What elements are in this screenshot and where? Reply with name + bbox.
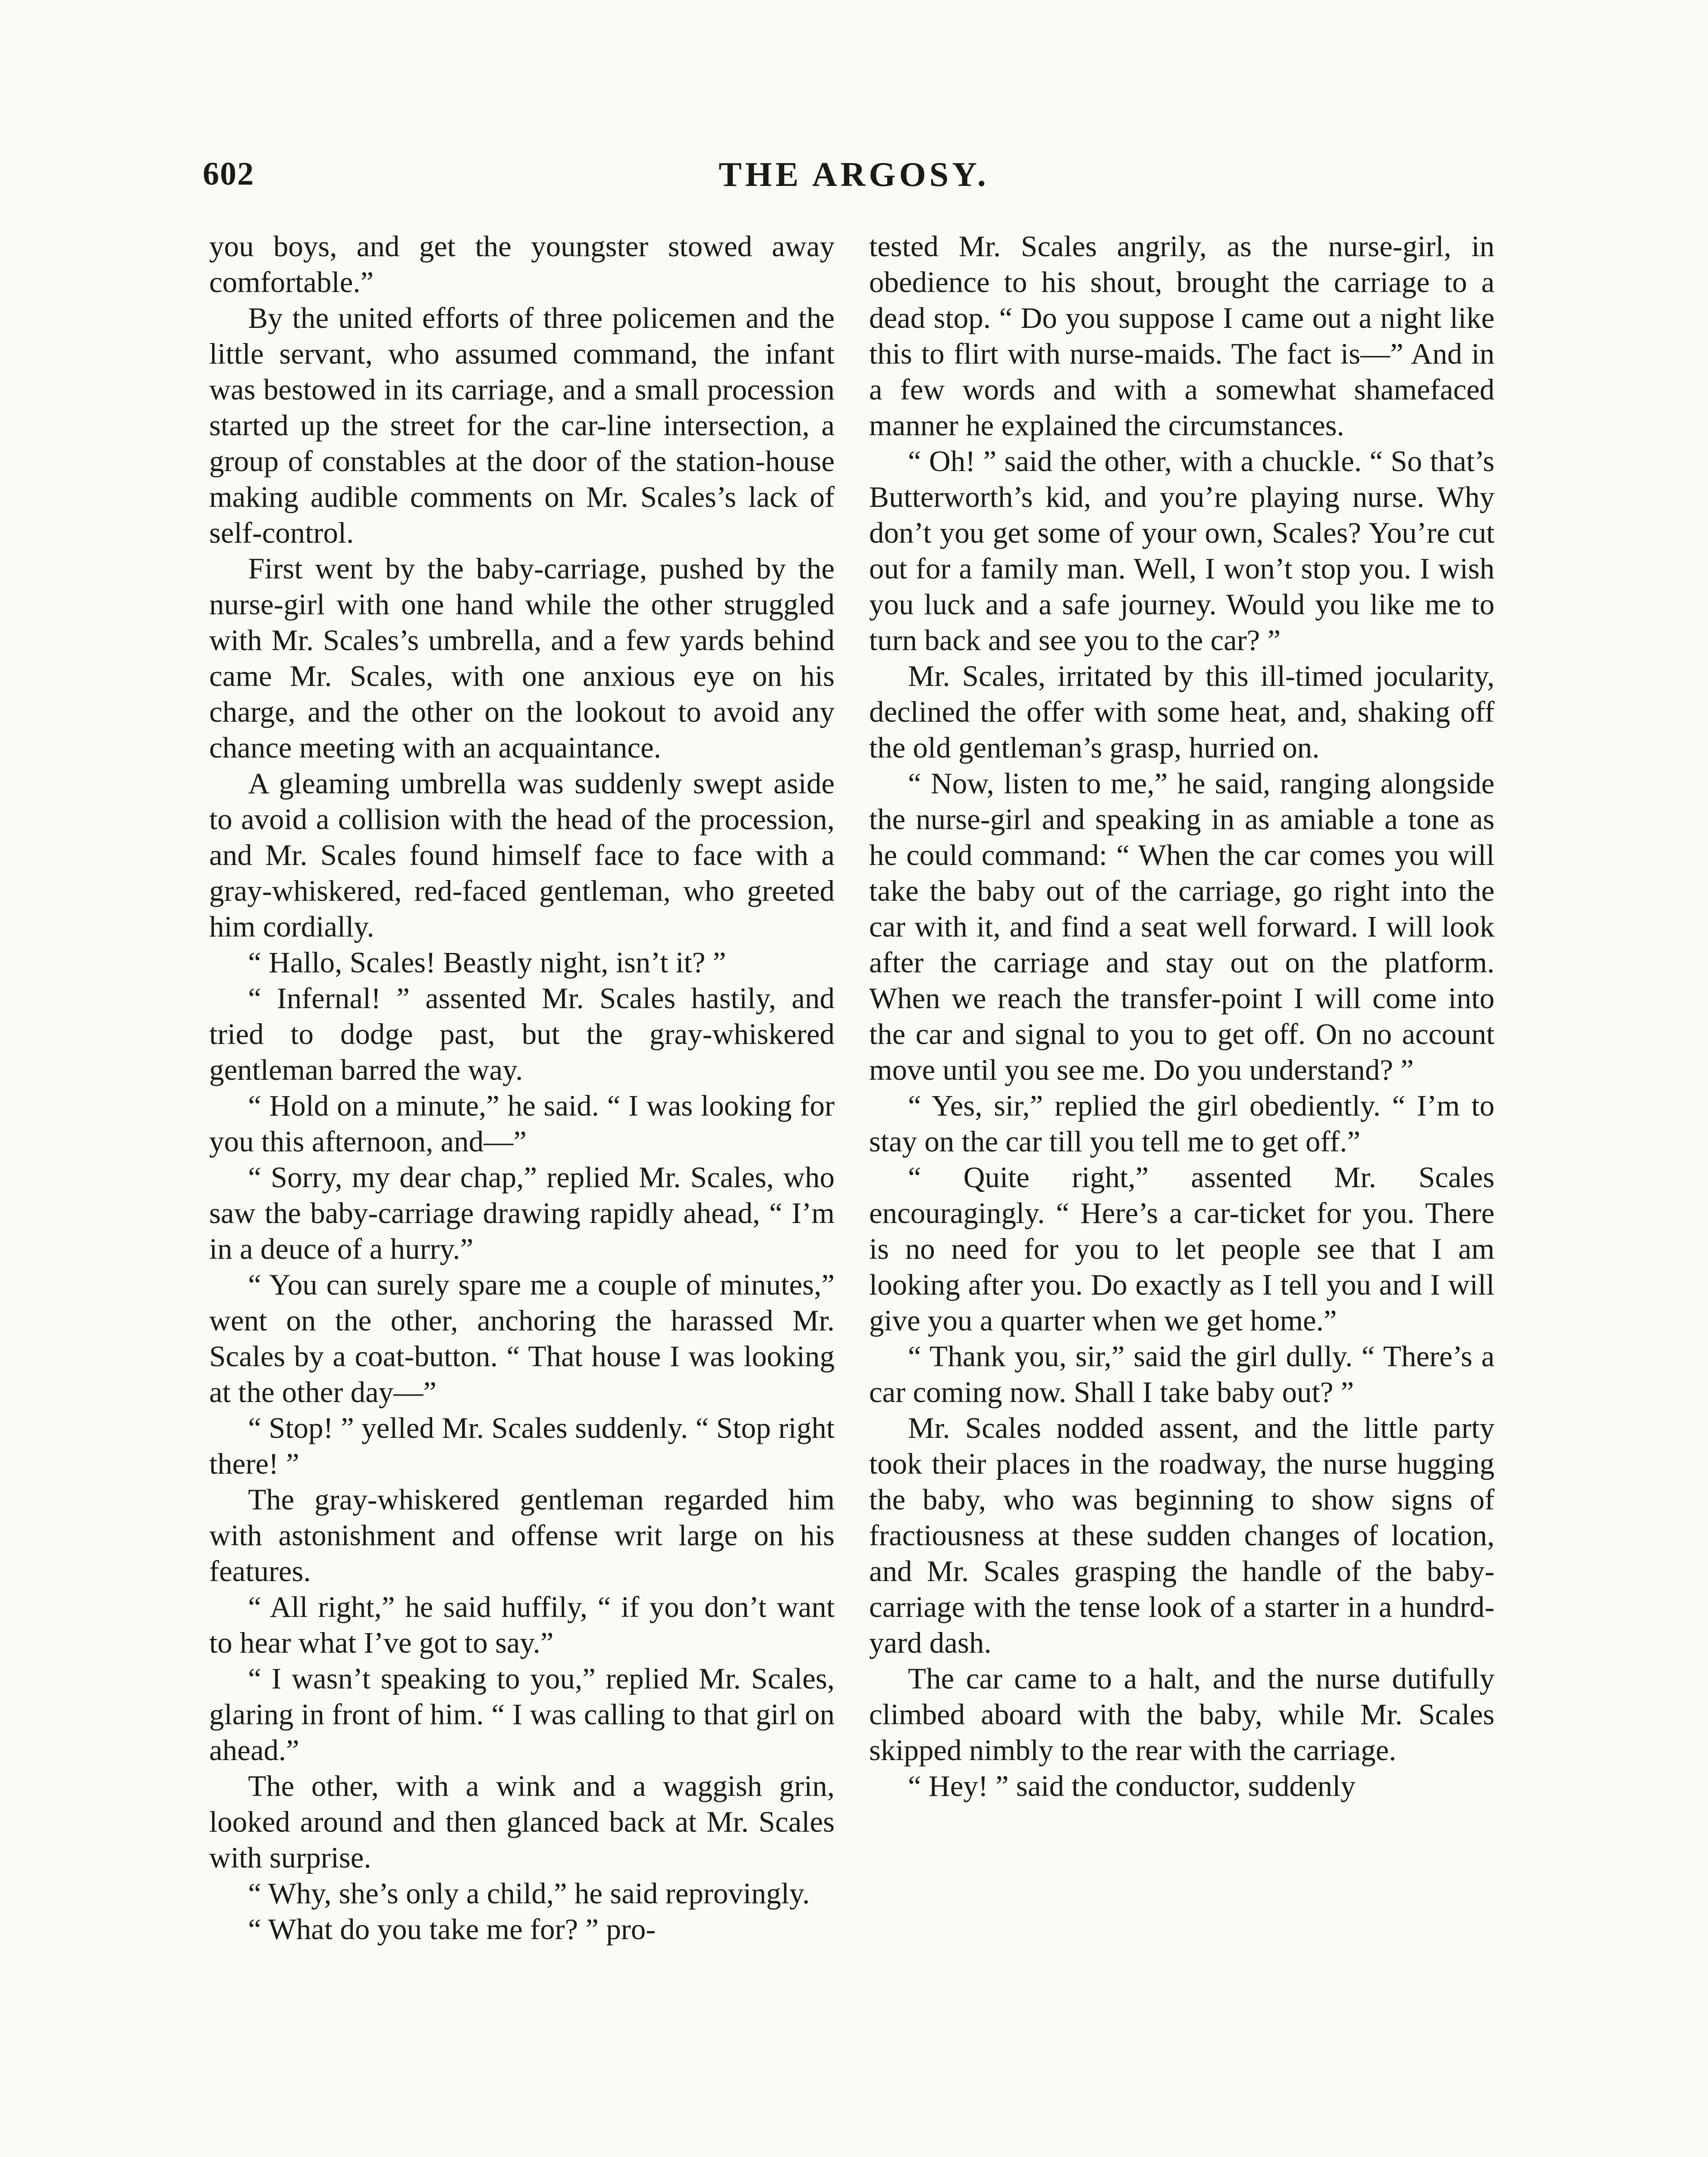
paragraph: “ Hey! ” said the conductor, suddenly [908,1770,1356,1802]
paragraph: “ Thank you, sir,” said the girl dully. “ There’s a car coming now. Shall I take baby out? ” [869,1340,1494,1409]
paragraph: “ What do you take me for? ” pro- [248,1913,656,1946]
paragraph: First went by the baby-carriage, pushed by the nurse-girl with one hand while the other struggled with Mr. Scales’s umbrella, and a few yards behind came Mr. Scales, with one anxious eye on his charge, and the other on the lookout to avoid any chance meeting with an acquaintance. [209,552,835,764]
paragraph: “ Infernal! ” assented Mr. Scales hastily, and tried to dodge past, but the gray-whiskered gentleman barred the way. [209,982,835,1086]
page-number: 602 [203,156,254,192]
paragraph: Mr. Scales, irritated by this ill-timed jocularity, declined the offer with some heat, and, shaking off the old gentleman’s grasp, hurried on. [869,660,1494,764]
paragraph: “ Quite right,” assented Mr. Scales encouragingly. “ Here’s a car-ticket for you. There is no need for you to let people see that I am looking after you. Do exactly as I tell you and I will give you a quarter when we get home.” [869,1161,1494,1337]
paragraph: you boys, and get the youngster stowed away comfortable.” [209,230,835,299]
paragraph: tested Mr. Scales angrily, as the nurse-girl, in obedience to his shout, brought the carriage to a dead stop. “ Do you suppose I came out a night like this to flirt with nurse-maids. The fact is—” And in a few words and with a somewhat shamefaced manner he explained the circumstances. [869,230,1494,442]
paragraph: “ Sorry, my dear chap,” replied Mr. Scales, who saw the baby-carriage drawing rapidly ahead, “ I’m in a deuce of a hurry.” [209,1161,835,1265]
paragraph: The car came to a halt, and the nurse dutifully climbed aboard with the baby, while Mr. Scales skipped nimbly to the rear with the carriage. [869,1662,1494,1767]
paragraph: A gleaming umbrella was suddenly swept aside to avoid a collision with the head of the procession, and Mr. Scales found himself face to face with a gray-whiskered, red-faced gentleman, who greeted him cordially. [209,767,835,943]
paragraph: “ You can surely spare me a couple of minutes,” went on the other, anchoring the harassed Mr. Scales by a coat-button. “ That house I was looking at the other day—” [209,1268,835,1409]
paragraph: The gray-whiskered gentleman regarded him with astonishment and offense writ large on his features. [209,1483,835,1588]
paragraph: “ Oh! ” said the other, with a chuckle. “ So that’s Butterworth’s kid, and you’re playing nurse. Why don’t you get some of your own, Scales? You’re cut out for a family man. Well, I won’t stop you. I wish you luck and a safe journey. Would you like me to turn back and see you to the car? ” [869,445,1494,657]
paragraph: “ Hallo, Scales! Beastly night, isn’t it? ” [248,946,726,979]
left-column [209,229,835,1947]
paragraph: By the united efforts of three policemen and the little servant, who assumed command, the infant was bestowed in its carriage, and a small procession started up the street for the car-line intersection, a group of constables at the door of the station-house making audible comments on Mr. Scales’s lack of self-control. [209,302,835,549]
right-column [869,229,1494,1804]
paragraph: “ Why, she’s only a child,” he said reprovingly. [248,1877,810,1910]
paragraph: “ Hold on a minute,” he said. “ I was looking for you this afternoon, and—” [209,1089,835,1158]
paragraph: “ Stop! ” yelled Mr. Scales suddenly. “ Stop right there! ” [209,1412,835,1480]
running-head: THE ARGOSY. [719,156,989,194]
paragraph: “ I wasn’t speaking to you,” replied Mr. Scales, glaring in front of him. “ I was calling to that girl on ahead.” [209,1662,835,1767]
paragraph: “ Yes, sir,” replied the girl obediently. “ I’m to stay on the car till you tell me to get off.” [869,1089,1494,1158]
paragraph: “ All right,” he said huffily, “ if you don’t want to hear what I’ve got to say.” [209,1591,835,1659]
paragraph: “ Now, listen to me,” he said, ranging alongside the nurse-girl and speaking in as amiable a tone as he could command: “ When the car comes you will take the baby out of the carriage, go right into the car with it, and find a seat well forward. I will look after the carriage and stay out on the platform. When we reach the transfer-point I will come into the car and signal to you to get off. On no account move until you see me. Do you understand? ” [869,767,1494,1086]
paragraph: The other, with a wink and a waggish grin, looked around and then glanced back at Mr. Scales with surprise. [209,1770,835,1874]
paragraph: Mr. Scales nodded assent, and the little party took their places in the roadway, the nurse hugging the baby, who was beginning to show signs of fractiousness at these sudden changes of location, and Mr. Scales grasping the handle of the baby-carriage with the tense look of a starter in a hundrd-yard dash. [869,1412,1494,1659]
